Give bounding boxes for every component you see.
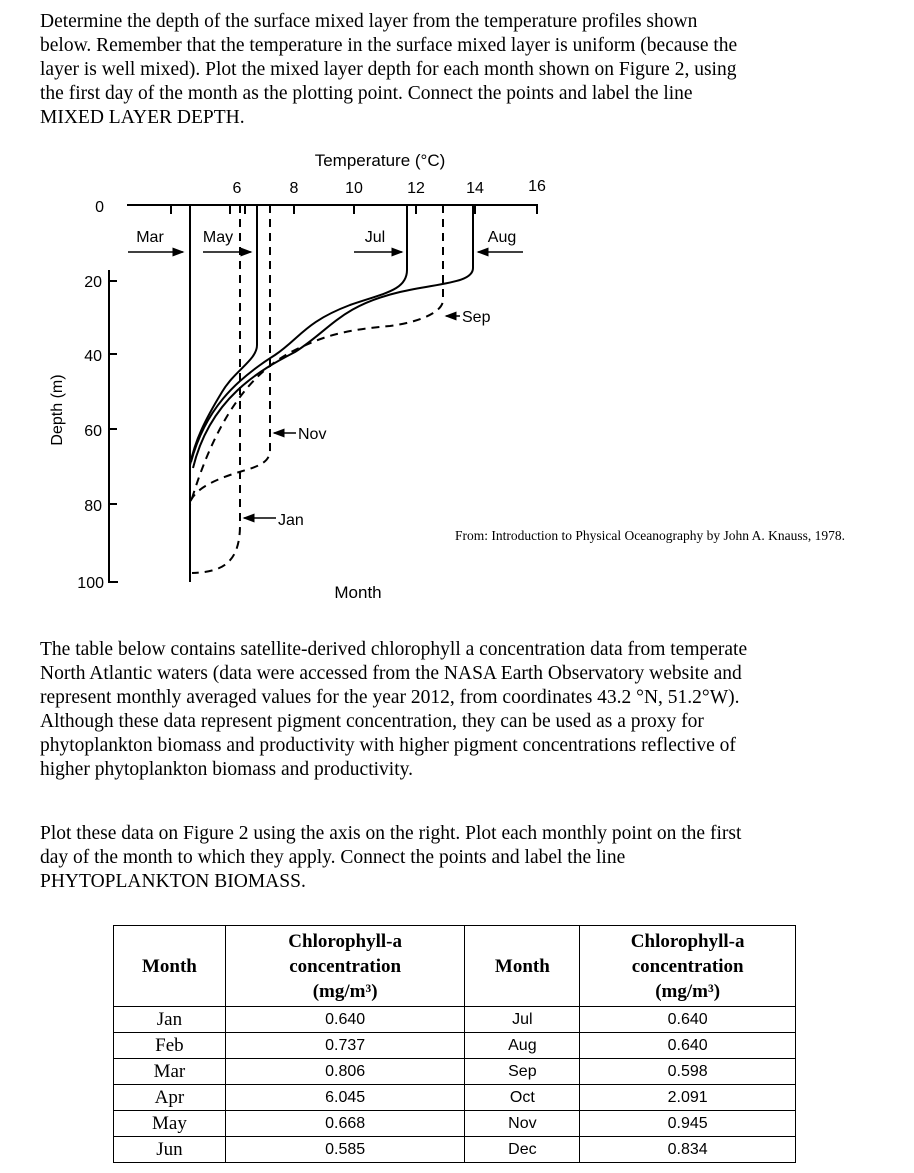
figure-title: Temperature (°C) [314,151,446,170]
label-jul: Jul [364,229,386,246]
month-cell: Sep [465,1059,580,1085]
month-cell: Feb [114,1033,226,1059]
header-month: Month [114,926,226,1007]
label-aug: Aug [487,229,517,246]
figure-citation: From: Introduction to Physical Oceanography by John A. Knauss, 1978. [455,528,845,543]
concentration-cell: 0.640 [580,1007,796,1033]
y-tick-80: 80 [84,498,102,515]
month-cell: Mar [114,1059,226,1085]
concentration-cell: 0.640 [580,1033,796,1059]
text-line: MIXED LAYER DEPTH. [40,107,245,128]
label-jan: Jan [278,512,304,529]
month-cell: Nov [465,1111,580,1137]
y-tick-40: 40 [84,348,102,365]
x-tick-6: 6 [232,180,242,197]
month-cell: Jul [465,1007,580,1033]
table-row [114,1007,796,1033]
y-tick-60: 60 [84,423,102,440]
y-tick-20: 20 [84,274,102,291]
label-mar: Mar [136,229,164,246]
header-chlorophyll: Chlorophyll-a concentration (mg/m³) [580,926,796,1007]
header-month: Month [465,926,580,1007]
month-cell: Jun [114,1137,226,1163]
y-tick-100: 100 [77,575,104,592]
sep-profile [190,205,443,505]
text-line: The table below contains satellite-derived chlorophyll a concentration data from temperate [40,639,748,660]
concentration-cell: 2.091 [580,1085,796,1111]
label-sep: Sep [462,309,491,326]
plot-instructions-paragraph [40,822,741,894]
aug-profile [193,205,473,468]
concentration-cell: 0.668 [225,1111,465,1137]
x-tick-16: 16 [528,178,546,195]
y-axis-label: Depth (m) [49,374,66,446]
label-may: May [202,229,234,246]
text-line: below. Remember that the temperature in the surface mixed layer is uniform (because the [40,35,738,56]
text-line: North Atlantic waters (data were accessed from the NASA Earth Observatory website and [40,663,742,684]
text-line: PHYTOPLANKTON BIOMASS. [40,871,306,892]
concentration-cell: 0.737 [225,1033,465,1059]
arrow-icons [128,252,523,518]
month-cell: Jan [114,1007,226,1033]
header-chlorophyll: Chlorophyll-a concentration (mg/m³) [225,926,465,1007]
concentration-cell: 6.045 [225,1085,465,1111]
x-tick-14: 14 [466,180,484,197]
concentration-cell: 0.834 [580,1137,796,1163]
table-row [114,1085,796,1111]
table-row [114,1137,796,1163]
text-line: Although these data represent pigment concentration, they can be used as a proxy for [40,711,704,732]
x-tick-8: 8 [289,180,299,197]
table-header-row [114,926,796,1007]
figure-bottom-label: Month [334,583,382,602]
text-line: Plot these data on Figure 2 using the axis on the right. Plot each monthly point on the first [40,823,742,844]
concentration-cell: 0.598 [580,1059,796,1085]
month-cell: Dec [465,1137,580,1163]
chlorophyll-table [113,925,796,1163]
text-line: represent monthly averaged values for the year 2012, from coordinates 43.2 °N, 51.2°W). [40,687,740,708]
concentration-cell: 0.585 [225,1137,465,1163]
month-cell: Apr [114,1085,226,1111]
y-tick-0: 0 [95,199,104,216]
table-row [114,1033,796,1059]
table-row [114,1111,796,1137]
month-cell: May [114,1111,226,1137]
x-tick-12: 12 [407,180,425,197]
table-row [114,1059,796,1085]
text-line: layer is well mixed). Plot the mixed layer depth for each month shown on Figure 2, using [40,59,737,80]
label-nov: Nov [298,426,327,443]
text-line: Determine the depth of the surface mixed layer from the temperature profiles shown [40,11,698,32]
text-line: higher phytoplankton biomass and productivity. [40,759,413,780]
data-description-paragraph [40,638,747,782]
month-cell: Aug [465,1033,580,1059]
concentration-cell: 0.806 [225,1059,465,1085]
concentration-cell: 0.640 [225,1007,465,1033]
month-cell: Oct [465,1085,580,1111]
profile-curves [190,205,473,582]
x-tick-10: 10 [345,180,363,197]
text-line: the first day of the month as the plotting point. Connect the points and label the line [40,83,693,104]
text-line: day of the month to which they apply. Connect the points and label the line [40,847,626,868]
concentration-cell: 0.945 [580,1111,796,1137]
text-line: phytoplankton biomass and productivity with higher pigment concentrations reflective of [40,735,736,756]
